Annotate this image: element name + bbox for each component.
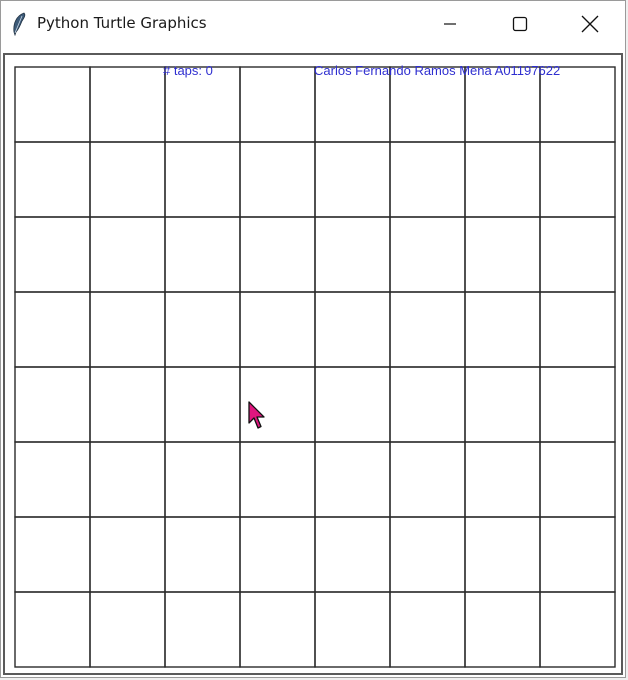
grid-tile[interactable] <box>90 217 165 292</box>
grid-tile[interactable] <box>540 217 615 292</box>
grid-tile[interactable] <box>90 517 165 592</box>
grid-tile[interactable] <box>315 367 390 442</box>
grid-tile[interactable] <box>315 442 390 517</box>
grid-tile[interactable] <box>15 217 90 292</box>
grid-tile[interactable] <box>390 292 465 367</box>
grid-tile[interactable] <box>465 517 540 592</box>
grid-tile[interactable] <box>390 367 465 442</box>
grid-tile[interactable] <box>540 517 615 592</box>
grid-tile[interactable] <box>165 292 240 367</box>
grid-tile[interactable] <box>315 67 390 142</box>
grid-tile[interactable] <box>90 442 165 517</box>
grid-tile[interactable] <box>390 142 465 217</box>
grid-tile[interactable] <box>465 367 540 442</box>
grid-tile[interactable] <box>465 217 540 292</box>
grid-tile[interactable] <box>540 442 615 517</box>
author-label: Carlos Fernando Ramos Mena A01197622 <box>314 63 561 78</box>
grid-tile[interactable] <box>315 292 390 367</box>
grid-tile[interactable] <box>540 142 615 217</box>
grid-tile[interactable] <box>240 517 315 592</box>
grid-tile[interactable] <box>315 142 390 217</box>
grid-tile[interactable] <box>540 67 615 142</box>
grid-tile[interactable] <box>390 592 465 667</box>
grid-tile[interactable] <box>465 592 540 667</box>
grid-tile[interactable] <box>390 217 465 292</box>
grid-tile[interactable] <box>315 517 390 592</box>
grid-tile[interactable] <box>240 292 315 367</box>
grid-tile[interactable] <box>15 592 90 667</box>
grid-tile[interactable] <box>540 367 615 442</box>
grid-tile[interactable] <box>465 292 540 367</box>
grid-tile[interactable] <box>315 592 390 667</box>
grid-tile[interactable] <box>15 292 90 367</box>
grid-tile[interactable] <box>465 442 540 517</box>
grid-tile[interactable] <box>465 67 540 142</box>
taps-counter: # taps: 0 <box>163 63 213 78</box>
grid-tile[interactable] <box>90 592 165 667</box>
grid-tile[interactable] <box>165 67 240 142</box>
grid-tile[interactable] <box>240 142 315 217</box>
grid-tile[interactable] <box>240 442 315 517</box>
grid-tile[interactable] <box>15 442 90 517</box>
grid-tile[interactable] <box>165 217 240 292</box>
grid-tile[interactable] <box>15 142 90 217</box>
grid-tile[interactable] <box>90 367 165 442</box>
grid-tile[interactable] <box>390 67 465 142</box>
grid-tile[interactable] <box>165 592 240 667</box>
grid-tile[interactable] <box>165 367 240 442</box>
window-title: Python Turtle Graphics <box>37 14 207 32</box>
grid-tile[interactable] <box>90 142 165 217</box>
grid-tile[interactable] <box>90 292 165 367</box>
grid-tile[interactable] <box>540 592 615 667</box>
grid-tile[interactable] <box>315 217 390 292</box>
grid-tile[interactable] <box>465 142 540 217</box>
grid-tile[interactable] <box>15 67 90 142</box>
grid-tile[interactable] <box>15 367 90 442</box>
grid-tile[interactable] <box>540 292 615 367</box>
grid-tile[interactable] <box>240 67 315 142</box>
grid-tile[interactable] <box>390 517 465 592</box>
grid-tile[interactable] <box>165 442 240 517</box>
grid-tile[interactable] <box>90 67 165 142</box>
grid-tile[interactable] <box>15 517 90 592</box>
grid-tile[interactable] <box>390 442 465 517</box>
grid-tile[interactable] <box>165 142 240 217</box>
grid-tile[interactable] <box>240 592 315 667</box>
grid-tile[interactable] <box>240 217 315 292</box>
grid-tile[interactable] <box>165 517 240 592</box>
pointer-cursor-icon <box>247 401 267 431</box>
